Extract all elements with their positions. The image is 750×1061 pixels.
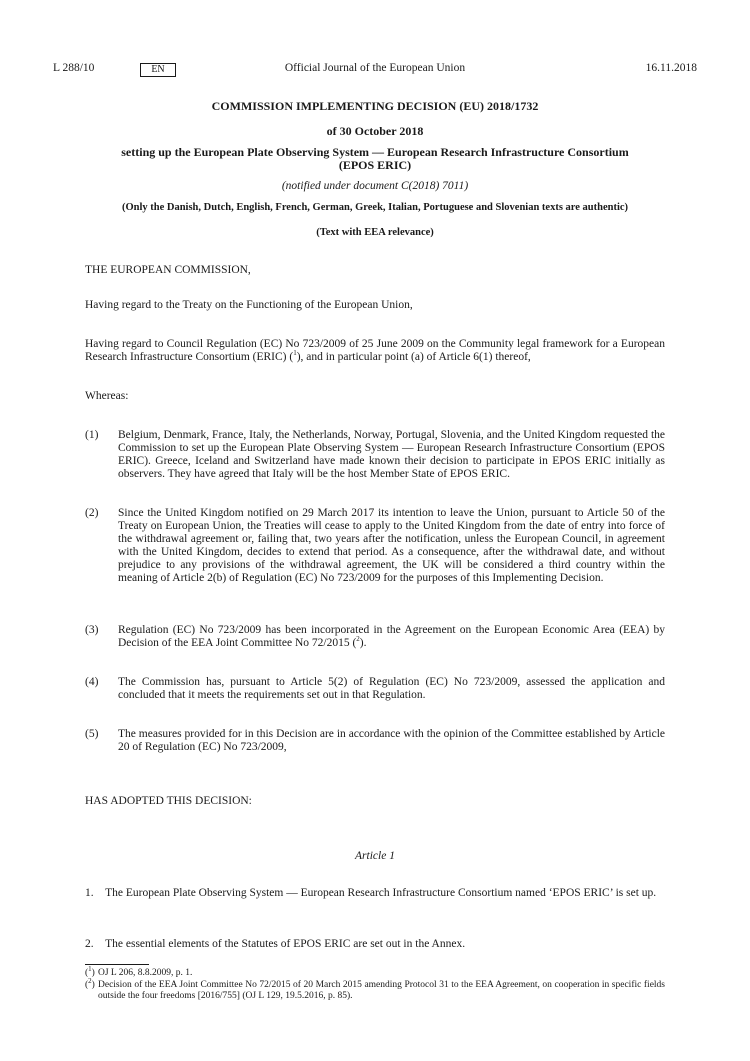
preamble-regulation <box>85 338 665 364</box>
decision-subject <box>53 146 697 172</box>
recital-text: The measures provided for in this Decision are in accordance with the opinion of the Committee established by Article 20 of Regulation (EC) No 723/2009, <box>118 728 665 753</box>
recital-4 <box>85 676 665 702</box>
page-header <box>53 62 697 78</box>
article-paragraph-1: 1. The European Plate Observing System — European Research Infrastructure Consortium named ‘EPOS ERIC’ is set up. <box>85 887 657 899</box>
language-badge: EN <box>140 63 176 77</box>
footnote-number: ($^1$) <box>85 964 95 978</box>
recital-2 <box>85 507 665 585</box>
publication-date: 16.11.2018 <box>645 62 697 74</box>
recital-text-part: Regulation (EC) No 723/2009 has been incorporated in the Agreement on the European Economic Area (EEA) by Decision of the EEA Joint Committee No 72/2015 ( <box>118 624 665 649</box>
recital-number: (3) <box>85 624 99 636</box>
page-reference: L 288/10 <box>53 62 95 74</box>
recital-number: (5) <box>85 728 99 740</box>
authentic-languages: (Only the Danish, Dutch, English, French, German, Greek, Italian, Portuguese and Slovenian texts are authentic) <box>121 202 629 213</box>
adopted-statement: HAS ADOPTED THIS DECISION: <box>85 795 252 807</box>
recital-number: (1) <box>85 429 99 441</box>
recital-number: (4) <box>85 676 99 688</box>
recital-1 <box>85 429 665 481</box>
decision-subject-line-1: setting up the European Plate Observing System — European Research Infrastructure Consortium <box>121 145 629 159</box>
recital-3 <box>85 624 665 650</box>
recital-text <box>118 624 665 650</box>
footnote-text: Decision of the EEA Joint Committee No 72/2015 of 20 March 2015 amending Protocol 31 to the EEA Agreement, on cooperation in specific fields outside the four freedoms [2016/755] (OJ L 129, 19.5.2016, p. 85). <box>98 980 665 1001</box>
decision-subject-line-2: (EPOS ERIC) <box>338 158 412 172</box>
eea-relevance: (Text with EEA relevance) <box>316 227 434 238</box>
preamble-treaty: Having regard to the Treaty on the Functioning of the European Union, <box>85 299 413 311</box>
footnote-divider <box>85 964 149 965</box>
whereas-label: Whereas: <box>85 390 129 402</box>
journal-name: Official Journal of the European Union <box>284 62 466 74</box>
recital-number: (2) <box>85 507 99 519</box>
recital-text: Since the United Kingdom notified on 29 March 2017 its intention to leave the Union, pursuant to Article 50 of the Treaty on European Union, the Treaties will cease to apply to the United Kingdom from the date of entry into force of the withdrawal agreement or, failing that, two years after the notification, unless the European Council, in agreement with the United Kingdom, decides to extend that period. As a consequence, after the withdrawal date, and without prejudice to any provisions of the withdrawal agreement, the UK will be considered a third country within the meaning of Article 2(b) of Regulation (EC) No 723/2009 for the purposes of this Implementing Decision. <box>118 507 665 584</box>
footnote-number: ($^2$) <box>85 976 95 990</box>
recital-text-end: ). <box>359 637 367 649</box>
recital-text: Belgium, Denmark, France, Italy, the Netherlands, Norway, Portugal, Slovenia, and the United Kingdom requested the Commission to set up the European Plate Observing System — European Research Infrastructure Consortium (EPOS ERIC). Greece, Iceland and Switzerland have made known their decision to participate in EPOS ERIC initially as observers. They have agreed that Italy will be the host Member State of EPOS ERIC. <box>118 429 665 480</box>
footnote-ref-2[interactable]: 2 <box>356 635 360 644</box>
article-title: Article 1 <box>355 850 395 862</box>
preamble-regulation-text: Having regard to Council Regulation (EC) No 723/2009 of 25 June 2009 on the Community legal framework for a European Research Infrastructure Consortium (ERIC) ( <box>85 338 665 363</box>
notification-reference: (notified under document C(2018) 7011) <box>281 180 469 192</box>
decision-title: COMMISSION IMPLEMENTING DECISION (EU) 2018/1732 <box>211 99 539 113</box>
footnote-text: OJ L 206, 8.8.2009, p. 1. <box>98 968 193 978</box>
article-paragraph-2: 2. The essential elements of the Statutes of EPOS ERIC are set out in the Annex. <box>85 938 466 950</box>
recital-5 <box>85 728 665 754</box>
footnote-2 <box>85 976 665 1002</box>
recital-text: The Commission has, pursuant to Article 5(2) of Regulation (EC) No 723/2009, assessed the application and concluded that it meets the requirements set out in that Regulation. <box>118 676 665 701</box>
preamble-commission: THE EUROPEAN COMMISSION, <box>85 264 251 276</box>
footnote-ref-1[interactable]: 1 <box>293 349 297 358</box>
preamble-regulation-text-end: ), and in particular point (a) of Article 6(1) thereof, <box>296 351 531 363</box>
footnote-1 <box>85 964 665 979</box>
decision-date: of 30 October 2018 <box>326 124 424 138</box>
